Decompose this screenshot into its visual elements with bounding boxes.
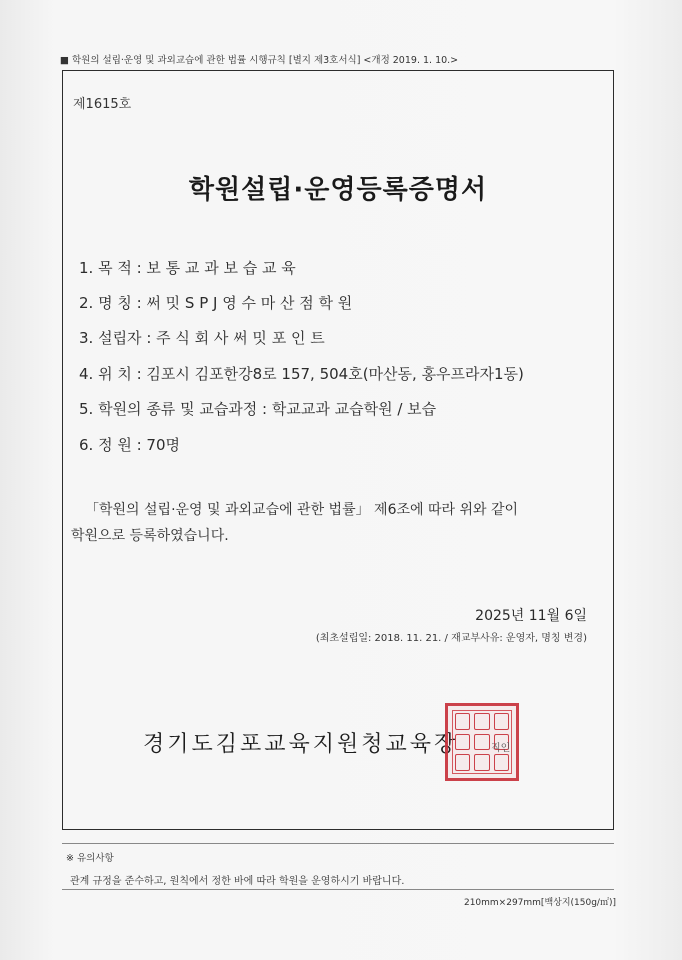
statement-line-2: 학원으로 등록하였습니다. — [71, 528, 229, 544]
seal-label: 직인 — [491, 743, 511, 754]
certificate-frame — [62, 70, 614, 830]
item-name: 2. 명 칭 : 써 밋 S P J 영 수 마 산 점 학 원 — [79, 294, 353, 312]
paper-size-note: 210mm×297mm[백상지(150g/㎡)] — [463, 898, 616, 908]
divider-bottom — [62, 889, 614, 890]
divider-top — [62, 843, 614, 844]
certificate-number: 제1615호 — [73, 97, 132, 112]
notice-body: 관계 규정을 준수하고, 원칙에서 정한 바에 따라 학원을 운영하시기 바랍니다. — [70, 876, 405, 887]
initial-establishment-note: (최초설립일: 2018. 11. 21. / 재교부사유: 운영자, 명칭 변경) — [315, 633, 587, 644]
issue-date: 2025년 11월 6일 — [475, 608, 587, 624]
item-founder: 3. 설립자 : 주 식 회 사 써 밋 포 인 트 — [79, 329, 325, 347]
item-capacity: 6. 정 원 : 70명 — [79, 436, 180, 454]
notice-heading: ※ 유의사항 — [66, 853, 114, 864]
statement-line-1: 「학원의 설립·운영 및 과외교습에 관한 법률」 제6조에 따라 위와 같이 — [85, 502, 519, 518]
form-header: ■ 학원의 설립·운영 및 과외교습에 관한 법률 시행규칙 [별지 제3호서식] <개정 2019. 1. 10.> — [60, 55, 459, 66]
item-type-course: 5. 학원의 종류 및 교습과정 : 학교교과 교습학원 / 보습 — [79, 400, 437, 418]
issuer-name: 경기도김포교육지원청교육장 — [143, 732, 459, 757]
item-location: 4. 위 치 : 김포시 김포한강8로 157, 504호(마산동, 홍우프라자1동) — [79, 365, 524, 383]
certificate-title: 학원설립·운영등록증명서 — [188, 175, 488, 205]
item-purpose: 1. 목 적 : 보 통 교 과 보 습 교 육 — [79, 259, 296, 277]
